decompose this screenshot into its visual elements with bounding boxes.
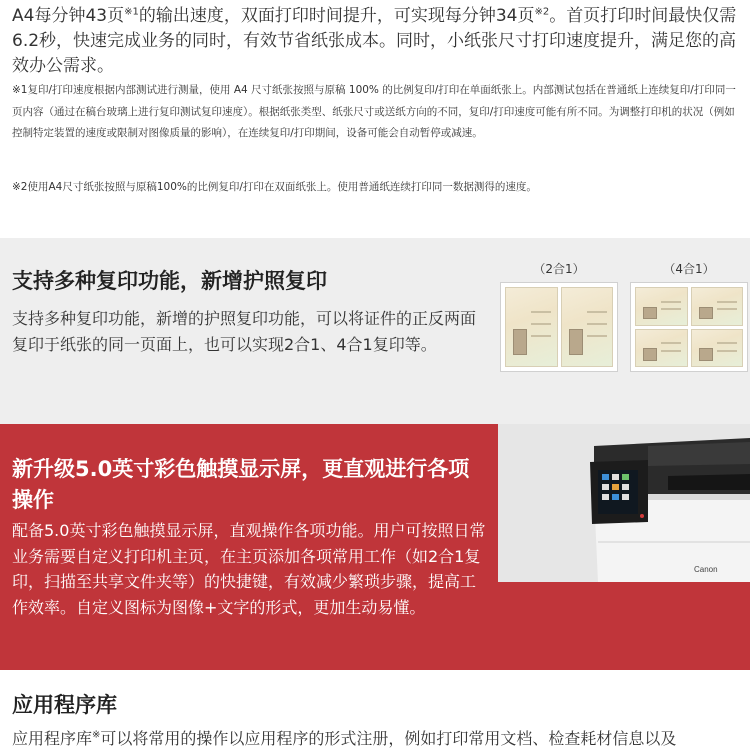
label-2in1: （2合1） [533, 262, 585, 276]
copy-section-title: 支持多种复印功能，新增护照复印 [12, 269, 327, 293]
touchscreen-icons [602, 474, 629, 500]
touchscreen-section-body: 配备5.0英寸彩色触摸显示屏，直观操作各项功能。用户可按照日常业务需要自定义打印机主页，在主页添加各项常用工作（如2合1复印，扫描至共享文件夹等）的快捷键，有效减少繁琐步骤，提高工作效率。自定义图标为图像+文字的形式，更加生动易懂。 [12, 521, 486, 617]
touchscreen-section-title: 新升级5.0英寸彩色触摸显示屏，更直观进行各项操作 [12, 457, 470, 512]
passport-page-image [635, 329, 688, 368]
app-library-body-start: 应用程序库 [12, 729, 93, 748]
copy-4in1-image [630, 282, 748, 372]
speed-section [0, 0, 750, 238]
speed-description [12, 4, 740, 79]
speed-text-part2: 的输出速度，双面打印时间提升，可实现每分钟34页 [138, 6, 535, 26]
printer-image [498, 424, 750, 582]
speed-text-part3: 。首页打印时间最快仅需6.2秒，快速完成业务的同时，有效节省纸张成本。同时，小纸张尺寸打印速度提升，满足您的高效办公需求。 [12, 6, 737, 76]
canon-logo: Canon [694, 565, 718, 574]
touchscreen-section [0, 424, 750, 670]
app-library-body [12, 726, 742, 750]
footnote-2: ※2使用A4尺寸纸张按照与原稿100%的比例复印/打印在双面纸张上。使用普通纸连续打印同一数据测得的速度。 [12, 181, 537, 193]
copy-2in1-image [500, 282, 618, 372]
passport-page-image [691, 287, 744, 326]
passport-page-image [505, 287, 558, 367]
label-4in1: （4合1） [663, 262, 715, 276]
app-library-footnote-mark: ※ [92, 729, 101, 741]
footnote-mark-1: ※1 [124, 6, 139, 18]
copy-section-body: 支持多种复印功能，新增的护照复印功能，可以将证件的正反两面复印于纸张的同一页面上，也可以实现2合1、4合1复印等。 [12, 309, 477, 354]
speed-text-part1: A4每分钟43页 [12, 6, 125, 26]
passport-page-image [635, 287, 688, 326]
footnote-mark-2: ※2 [534, 6, 550, 18]
passport-page-image [691, 329, 744, 368]
copy-functions-section [0, 238, 750, 424]
app-library-title: 应用程序库 [12, 693, 117, 717]
app-library-section [0, 670, 750, 750]
app-library-body-rest: 可以将常用的操作以应用程序的形式注册，例如打印常用文档、检查耗材信息以及 [100, 729, 677, 748]
passport-page-image [561, 287, 614, 367]
footnote-1: ※1复印/打印速度根据内部测试进行测量，使用 A4 尺寸纸张按照与原稿 100% 的比例复印/打印在单面纸张上。内部测试包括在普通纸上连续复印/打印同一页内容（通过在稿台玻璃上进行复印测试复印速度）。根据纸张类型、纸张尺寸或送纸方向的不同，复印/打印速度可能有所不同。为调整打印机的状况（例如控制特定装置的速度或限制对图像质量的影响），在连续复印/打印期间，设备可能会自动暂停或减速。 [12, 84, 736, 139]
